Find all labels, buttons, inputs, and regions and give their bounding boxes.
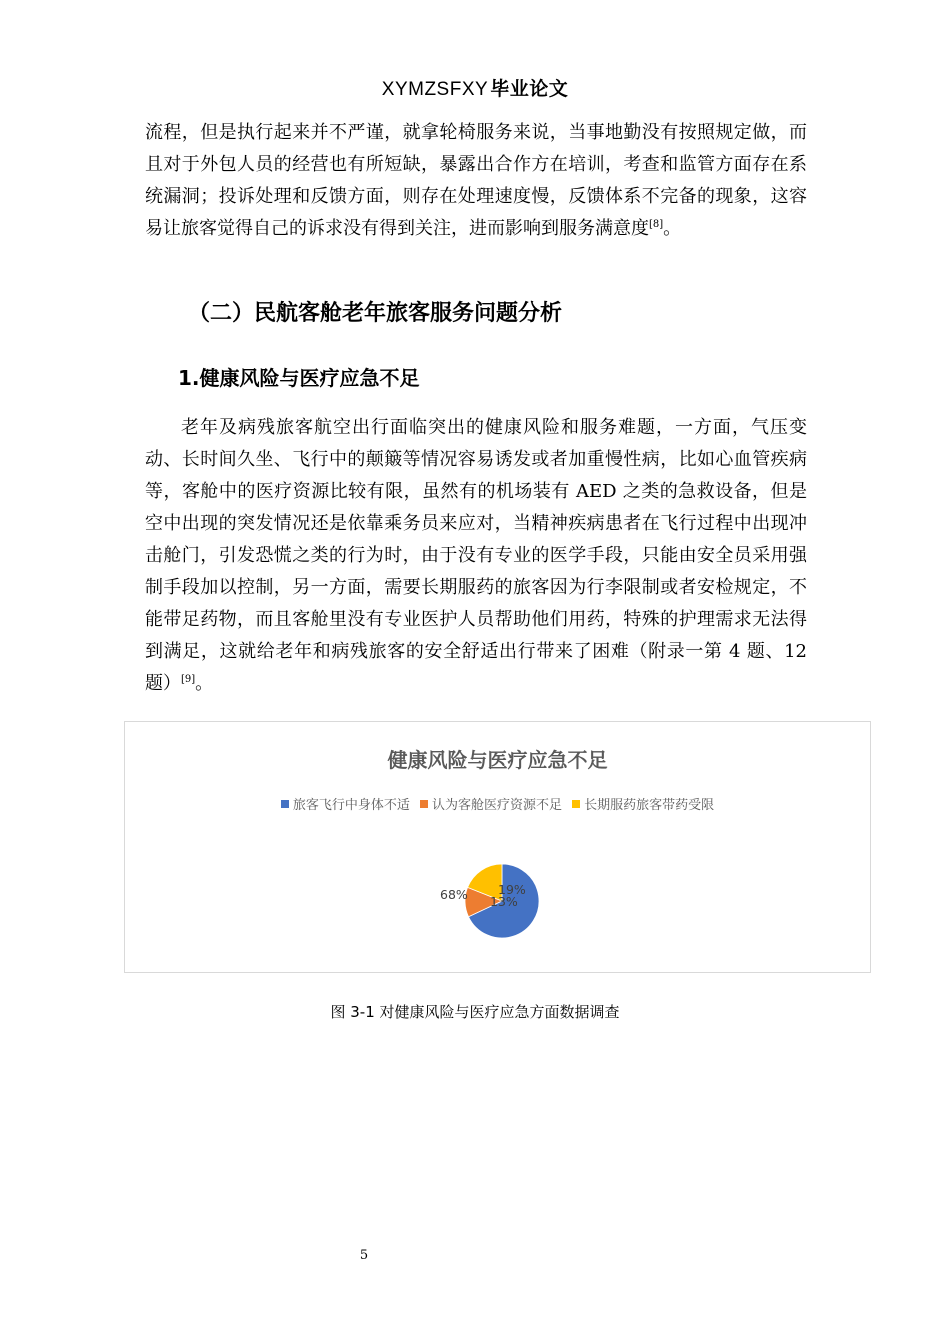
- header-code: XYMZSFXY: [381, 79, 489, 100]
- citation-ref: [8]: [649, 219, 664, 230]
- subsection-heading-1: 1.健康风险与医疗应急不足: [178, 366, 420, 390]
- body-paragraph-1: [145, 117, 807, 245]
- pie-plot: [125, 722, 870, 972]
- figure-caption: 图 3-1 对健康风险与医疗应急方面数据调查: [330, 1003, 620, 1021]
- paragraph-text: 老年及病残旅客航空出行面临突出的健康风险和服务难题，一方面，气压变动、长时间久坐、飞行中的颠簸等情况容易诱发或者加重慢性病，比如心血管疾病等，客舱中的医疗资源比较有限，虽然有的机场装有 AED 之类的急救设备，但是空中出现的突发情况还是依靠乘务员来应对，当精神疾病患者在飞行过程中出现冲击舱门，引发恐慌之类的行为时，由于没有专业的医学手段，只能由安全员采用强制手段加以控制，另一方面，需要长期服药的旅客因为行李限制或者安检规定，不能带足药物，而且客舱里没有专业医护人员帮助他们用药，特殊的护理需求无法得到满足，这就给老年和病残旅客的安全舒适出行带来了困难（附录一第 4 题、12 题）: [145, 417, 807, 694]
- page-header: [0, 74, 950, 101]
- header-title: 毕业论文: [490, 78, 569, 100]
- pie-chart: [124, 721, 871, 973]
- pie-data-label: 13%: [490, 894, 518, 909]
- chart-title: 健康风险与医疗应急不足: [387, 748, 608, 772]
- pie-data-label: 19%: [498, 882, 526, 897]
- legend-label: 长期服药旅客带药受限: [584, 798, 715, 813]
- paragraph-text: 流程，但是执行起来并不严谨，就拿轮椅服务来说，当事地勤没有按照规定做，而且对于外包人员的经营也有所短缺，暴露出合作方在培训，考查和监管方面存在系统漏洞；投诉处理和反馈方面，则存在处理速度慢，反馈体系不完备的现象，这容易让旅客觉得自己的诉求没有得到关注，进而影响到服务满意度: [145, 122, 807, 239]
- paragraph-end: 。: [663, 218, 682, 239]
- paragraph-end: 。: [195, 673, 214, 694]
- legend-label: 认为客舱医疗资源不足: [431, 798, 562, 813]
- citation-ref: [9]: [181, 674, 196, 685]
- section-heading: （二）民航客舱老年旅客服务问题分析: [188, 301, 563, 326]
- pie-data-label: 68%: [440, 887, 468, 902]
- body-paragraph-2: [145, 412, 807, 700]
- page-number: 5: [359, 1248, 369, 1263]
- legend-label: 旅客飞行中身体不适: [292, 798, 410, 813]
